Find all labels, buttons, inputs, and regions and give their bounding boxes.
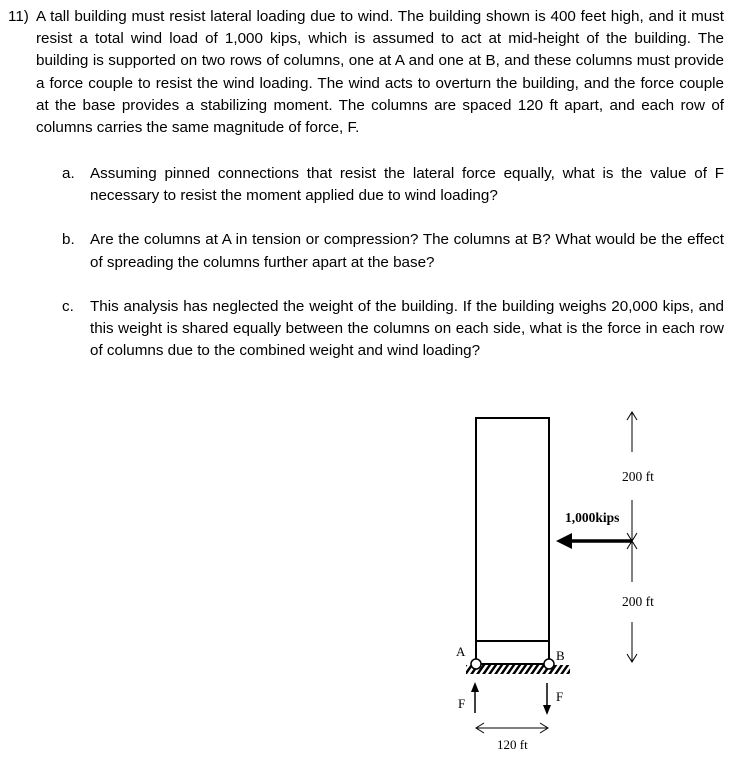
- spacing-label: 120 ft: [497, 737, 528, 752]
- problem-statement: A tall building must resist lateral loading due to wind. The building shown is 400 feet high, and it must resist a total wind load of 1,000 kips, which is assumed to act at mid-height of the building. The building is supported on two rows of columns, one at A and one at B, and these columns must provide a force couple to resist the wind loading. The wind acts to overturn the building, and the force couple at the base provides a stabilizing moment. The columns are spaced 120 ft apart, and each row of columns carries the same magnitude of force, F.: [36, 8, 724, 137]
- label-f-right: F: [556, 689, 564, 704]
- part-letter: c.: [62, 297, 74, 315]
- part-text: This analysis has neglected the weight of the building. If the building weighs 20,000 kips, and this weight is shared equally between the columns on each side, what is the force in each row of columns due to the combined weight and wind loading?: [90, 297, 724, 360]
- load-label: 1,000kips: [565, 510, 620, 525]
- height-dimension-icon: [627, 412, 637, 662]
- part-text: Assuming pinned connections that resist the lateral force equally, what is the value of F necessary to resist the moment applied due to wind loading?: [90, 165, 724, 205]
- label-f-left: F: [458, 696, 466, 711]
- building-outline: [476, 418, 549, 641]
- spacing-dimension-icon: [476, 723, 548, 733]
- wind-load-arrow-icon: [556, 533, 632, 549]
- label-a: A: [456, 644, 466, 659]
- part-text: Are the columns at A in tension or compression? The columns at B? What would be the effect of spreading the columns further apart at the base?: [90, 231, 724, 271]
- pin-b-icon: [544, 659, 554, 669]
- force-a-arrow-icon: [471, 682, 479, 713]
- upper-height-label: 200 ft: [622, 469, 654, 484]
- pin-a-icon: [471, 659, 481, 669]
- force-b-arrow-icon: [543, 683, 551, 715]
- part-letter: b.: [62, 231, 75, 249]
- lower-height-label: 200 ft: [622, 594, 654, 609]
- base-beam: [476, 641, 549, 664]
- label-b: B: [556, 648, 565, 663]
- part-letter: a.: [62, 165, 75, 182]
- problem-number: 11): [8, 8, 29, 25]
- ground-hatch: [466, 665, 570, 674]
